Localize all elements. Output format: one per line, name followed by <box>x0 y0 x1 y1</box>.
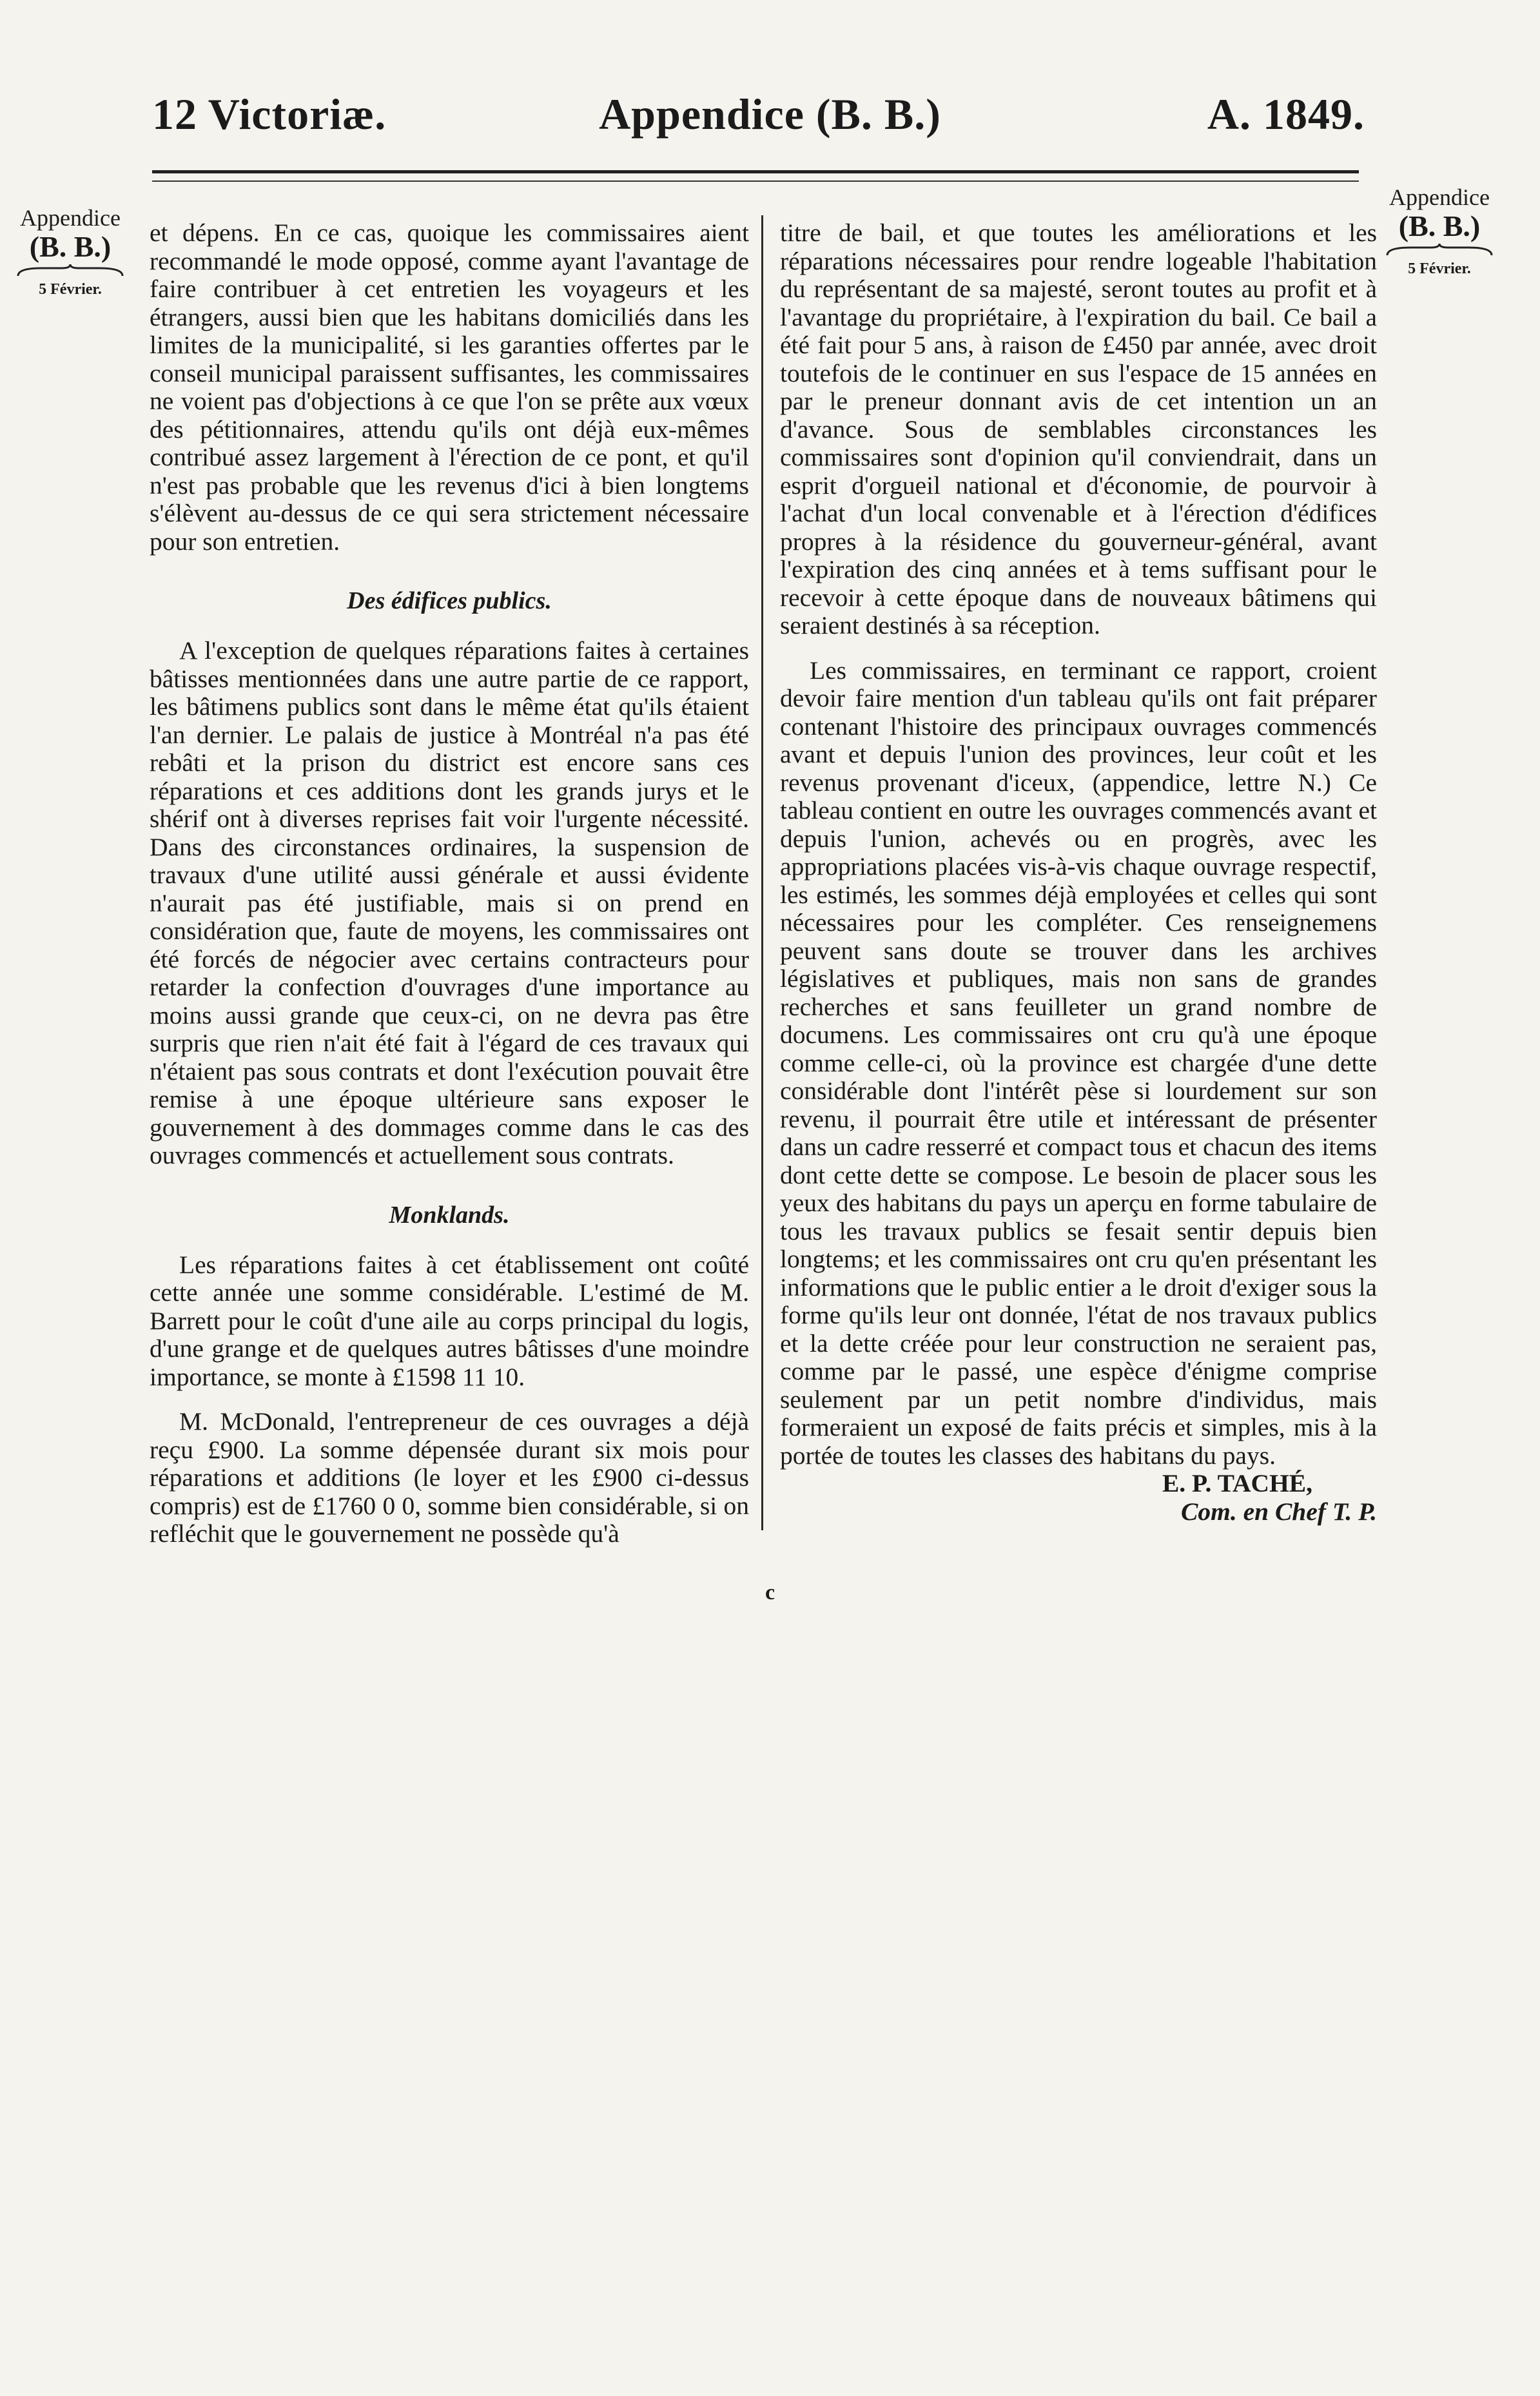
signature <box>780 1470 1377 1526</box>
paragraph: Les commissaires, en terminant ce rapport, croient devoir faire mention d'un tableau qu'ils ont fait préparer contenant l'histoire des principaux ouvrages commencés avant et depuis l'union des provinces, leur coût et les revenus provenant d'iceux, (appendice, lettre N.) Ce tableau contient en outre les ouvrages commencés avant et depuis l'union, achevés ou en progrès, avec les appropriations placées vis-à-vis chaque ouvrage respectif, les estimés, les sommes déjà employées et celles qui sont nécessaires pour les compléter. Ces renseignemens peuvent sans doute se trouver dans les archives législatives et publiques, mais non sans de grandes recherches et sans feuilleter un grand nombre de documens. Les commissaires ont cru qu'à une époque comme celle-ci, où la province est chargée d'une dette considérable dont l'intérêt pèse si lourdement sur son revenu, il pourrait être utile et intéressant de présenter dans un cadre resserré et compact tous et chacun des items dont cette dette se compose. Le besoin de placer sous les yeux des habitans du pays un aperçu en forme tabulaire de tous les travaux publics se fesait sentir depuis bien longtems; et les commissaires ont cru qu'en présentant les informations que le public entier a le droit d'exiger sous la forme qu'ils leur ont donnée, l'état de nos travaux publics et la dette créée pour leur construction ne seraient pas, comme par le passé, une espèce d'énigme comprise seulement par un petit nombre d'individus, mais formeraient un exposé de faits précis et simples, mis à la portée de toutes les classes des habitans du pays. <box>780 656 1377 1470</box>
section-heading: Des édifices publics. <box>347 587 552 614</box>
signature-name: E. P. TACHÉ, <box>1162 1469 1312 1497</box>
left-column <box>150 219 749 1548</box>
signature-title: Com. en Chef T. P. <box>1181 1497 1377 1526</box>
header-rule-thin <box>152 180 1359 182</box>
margin-note-title: Appendice <box>20 205 121 231</box>
margin-note-left <box>9 205 132 299</box>
paragraph: titre de bail, et que toutes les améliorations et les réparations nécessaires pour rendre logeable l'habitation du représentant de sa majesté, seront toutes au profit et à l'avantage du propriétaire, à l'expiration du bail. Ce bail a été fait pour 5 ans, à raison de £450 par année, avec droit toutefois de le continuer en sus l'espace de 15 années en par le preneur donnant avis de cet intention un an d'avance. Sous de semblables circonstances les commissaires sont d'opinion qu'il conviendrait, dans un esprit d'orgueil national et d'économie, de pourvoir à l'achat d'un local convenable et à l'érection d'édifices propres à la résidence du gouverneur-général, avant l'expiration des cinq années et à tems suffisant pour le recevoir à cette époque dans de nouveaux bâtimens qui seraient destinés à sa réception. <box>780 219 1377 639</box>
section-heading: Monklands. <box>389 1201 510 1229</box>
paragraph: M. McDonald, l'entrepreneur de ces ouvrages a déjà reçu £900. La somme dépensée durant six mois pour réparations et additions (le loyer et les £900 ci-dessus compris) est de £1760 0 0, somme bien considérable, si on refléchit que le gouvernement ne possède qu'à <box>150 1407 749 1548</box>
header-right: A. 1849. <box>1207 90 1365 139</box>
margin-note-title: Appendice <box>1389 184 1490 210</box>
margin-note-bb: (B. B.) <box>1398 209 1481 242</box>
paragraph: et dépens. En ce cas, quoique les commissaires aient recommandé le mode opposé, comme ayant l'avantage de faire contribuer à cet entretien les voyageurs et les étrangers, aussi bien que les habitans domiciliés dans les limites de la municipalité, si les garanties offertes par le conseil municipal paraissent suffisantes, les commissaires ne voient pas d'objections à ce que l'on se prête aux vœux des pétitionnaires, attendu qu'ils ont déjà eux-mêmes contribué assez largement à l'érection de ce pont, et qu'il n'est pas probable que les revenus d'ici à bien longtems s'élèvent au-dessus de ce qui sera strictement nécessaire pour son entretien. <box>150 219 749 556</box>
brace-icon <box>1385 242 1494 258</box>
header-left: 12 Victoriæ. <box>152 90 387 139</box>
margin-note-date: 5 Février. <box>39 281 102 298</box>
paragraph: A l'exception de quelques réparations faites à certaines bâtisses mentionnées dans une autre partie de ce rapport, les bâtimens publics sont dans le même état qu'ils étaient l'an dernier. Le palais de justice à Montréal n'a pas été rebâti et la prison du district est encore sans ces réparations et ces additions dont les grands jurys et le shérif ont à diverses reprises fait voir l'urgente nécessité. Dans des circonstances ordinaires, la suspension de travaux d'une utilité aussi générale et aussi évidente n'aurait pas été justifiable, mais si on prend en considération que, faute de moyens, les commissaires ont été forcés de négocier avec certains contracteurs pour retarder la confection d'ouvrages d'une importance au moins aussi grande que ceux-ci, on ne devra pas être surpris que rien n'ait été fait à l'égard de ces travaux qui n'étaient pas sous contrats et dont l'exécution pouvait être remise à une époque ultérieure sans exposer le gouvernement à des dommages comme dans le cas des ouvrages commencés et actuellement sous contrats. <box>150 636 749 1169</box>
paragraph: Les réparations faites à cet établissement ont coûté cette année une somme considérable. L'estimé de M. Barrett pour le coût d'une aile au corps principal du logis, d'une grange et de quelques autres bâtisses d'une moindre importance, se monte à £1598 11 10. <box>150 1250 749 1391</box>
right-column <box>780 219 1377 1526</box>
header-rule-thick <box>152 170 1359 173</box>
header-title: Appendice (B. B.) <box>599 90 941 139</box>
margin-note-right <box>1378 184 1501 278</box>
column-divider <box>761 215 763 1530</box>
signature-mark: c <box>765 1581 775 1604</box>
margin-note-bb: (B. B.) <box>29 230 112 263</box>
margin-note-date: 5 Février. <box>1408 260 1471 277</box>
brace-icon <box>15 263 125 278</box>
